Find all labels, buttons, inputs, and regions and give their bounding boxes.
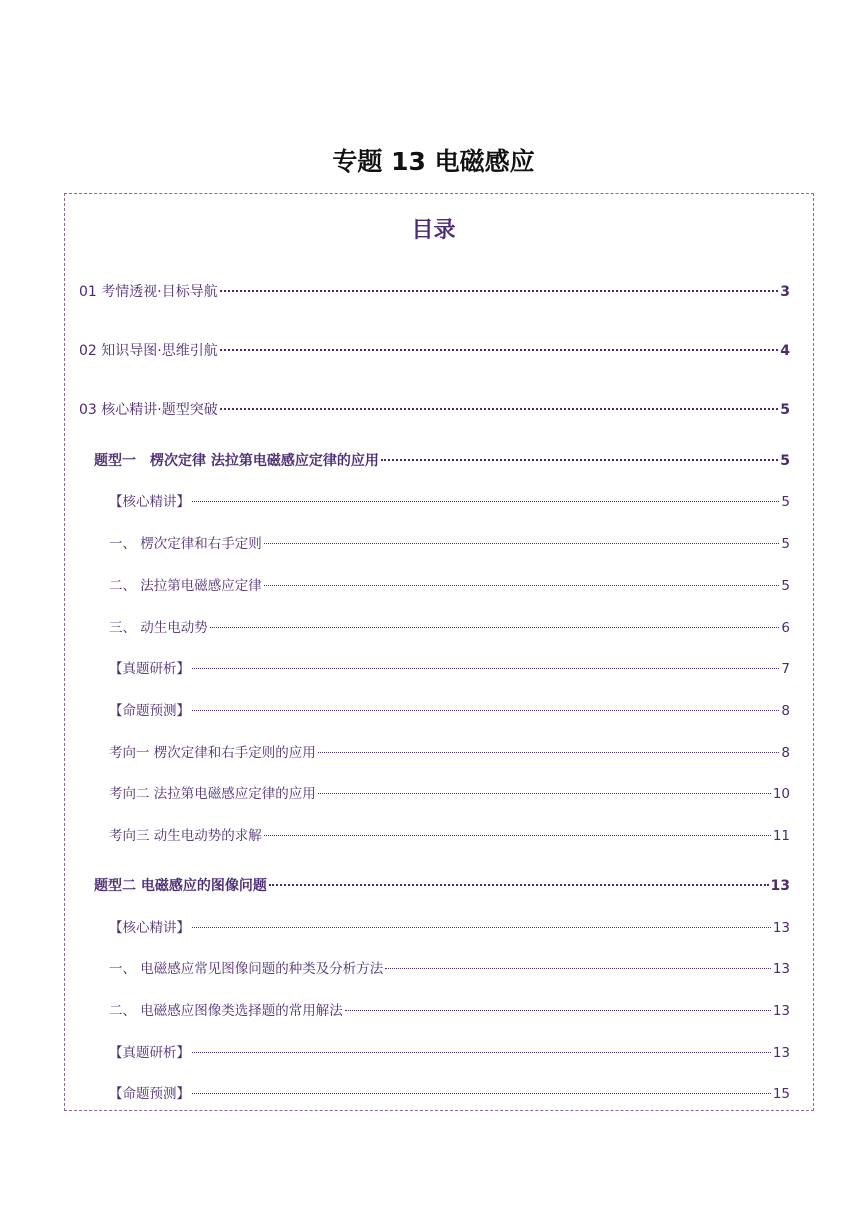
toc-dot-leader <box>381 459 778 461</box>
toc-entry-text: 题型一 楞次定律 法拉第电磁感应定律的应用 <box>94 453 379 469</box>
toc-dot-leader <box>385 968 771 969</box>
document-title: 专题 13 电磁感应 <box>332 147 535 176</box>
toc-dot-leader <box>318 793 771 794</box>
toc-entry-prediction-1[interactable] <box>109 701 790 721</box>
toc-page-number: 13 <box>772 961 790 977</box>
toc-entry-exam-analysis-1[interactable] <box>109 659 790 679</box>
toc-page-number: 5 <box>781 494 790 510</box>
toc-entry-text: 考向三 动生电动势的求解 <box>109 828 262 844</box>
toc-entry-exam-analysis-2[interactable] <box>109 1043 790 1063</box>
toc-page-number: 13 <box>772 1045 790 1061</box>
toc-page-number: 3 <box>780 284 790 300</box>
toc-entry-text: 考向一 楞次定律和右手定则的应用 <box>109 745 316 761</box>
toc-dot-leader <box>192 1052 771 1053</box>
toc-entry-text: 二、 法拉第电磁感应定律 <box>109 578 262 594</box>
toc-entry-mindmap[interactable] <box>79 341 790 361</box>
toc-dot-leader <box>192 927 771 928</box>
toc-dot-leader <box>210 627 780 628</box>
toc-entry-type-2[interactable] <box>94 876 790 896</box>
toc-dot-leader <box>220 290 779 292</box>
toc-entry-text: 【真题研析】 <box>109 1045 190 1061</box>
toc-page-number: 4 <box>780 343 790 359</box>
toc-dot-leader <box>192 668 779 669</box>
toc-dot-leader <box>264 543 780 544</box>
toc-entry-text: 01 考情透视·目标导航 <box>79 284 218 300</box>
toc-dot-leader <box>192 1093 771 1094</box>
toc-entry-graph-solutions[interactable] <box>109 1001 790 1021</box>
toc-page-number: 8 <box>781 703 790 719</box>
toc-page-number: 13 <box>772 920 790 936</box>
toc-page-number: 13 <box>770 878 790 894</box>
toc-page-number: 13 <box>772 1003 790 1019</box>
toc-dot-leader <box>192 501 779 502</box>
toc-dot-leader <box>220 349 779 351</box>
toc-entry-direction-2[interactable] <box>109 784 790 804</box>
toc-entry-text: 【真题研析】 <box>109 661 190 677</box>
toc-page-number: 7 <box>781 661 790 677</box>
toc-entry-text: 一、 电磁感应常见图像问题的种类及分析方法 <box>109 961 384 977</box>
toc-entry-text: 【核心精讲】 <box>109 494 190 510</box>
toc-entry-text: 一、 楞次定律和右手定则 <box>109 536 262 552</box>
toc-page-number: 8 <box>781 745 790 761</box>
toc-entry-graph-types[interactable] <box>109 959 790 979</box>
toc-dot-leader <box>264 835 771 836</box>
toc-page-number: 10 <box>772 786 790 802</box>
toc-entry-overview[interactable] <box>79 282 790 302</box>
toc-entry-text: 考向二 法拉第电磁感应定律的应用 <box>109 786 316 802</box>
toc-entry-text: 03 核心精讲·题型突破 <box>79 402 218 418</box>
toc-page-number: 15 <box>772 1086 790 1102</box>
toc-page-number: 11 <box>772 828 790 844</box>
toc-entry-motional-emf[interactable] <box>109 618 790 638</box>
toc-dot-leader <box>264 585 780 586</box>
toc-page-number: 5 <box>781 578 790 594</box>
toc-dot-leader <box>220 408 779 410</box>
toc-entry-text: 【核心精讲】 <box>109 920 190 936</box>
toc-dot-leader <box>345 1010 771 1011</box>
toc-page-number: 5 <box>780 402 790 418</box>
toc-page-number: 5 <box>780 453 790 469</box>
toc-entry-faraday-law[interactable] <box>109 576 790 596</box>
toc-page-number: 5 <box>781 536 790 552</box>
toc-dot-leader <box>269 884 769 886</box>
toc-dot-leader <box>318 752 780 753</box>
toc-entry-core-explain-1[interactable] <box>109 492 790 512</box>
toc-entry-direction-1[interactable] <box>109 743 790 763</box>
toc-entry-core-explain-2[interactable] <box>109 918 790 938</box>
toc-heading: 目录 <box>411 218 456 243</box>
toc-entry-text: 题型二 电磁感应的图像问题 <box>94 878 267 894</box>
toc-entry-core[interactable] <box>79 400 790 420</box>
toc-entry-prediction-2[interactable] <box>109 1084 790 1104</box>
toc-entry-text: 三、 动生电动势 <box>109 620 208 636</box>
toc-entry-text: 【命题预测】 <box>109 1086 190 1102</box>
toc-entry-type-1[interactable] <box>94 451 790 471</box>
toc-entry-text: 【命题预测】 <box>109 703 190 719</box>
toc-page-number: 6 <box>781 620 790 636</box>
toc-dot-leader <box>192 710 779 711</box>
toc-entry-direction-3[interactable] <box>109 826 790 846</box>
toc-entry-text: 二、 电磁感应图像类选择题的常用解法 <box>109 1003 343 1019</box>
toc-entry-text: 02 知识导图·思维引航 <box>79 343 218 359</box>
toc-entry-lenz-law[interactable] <box>109 534 790 554</box>
